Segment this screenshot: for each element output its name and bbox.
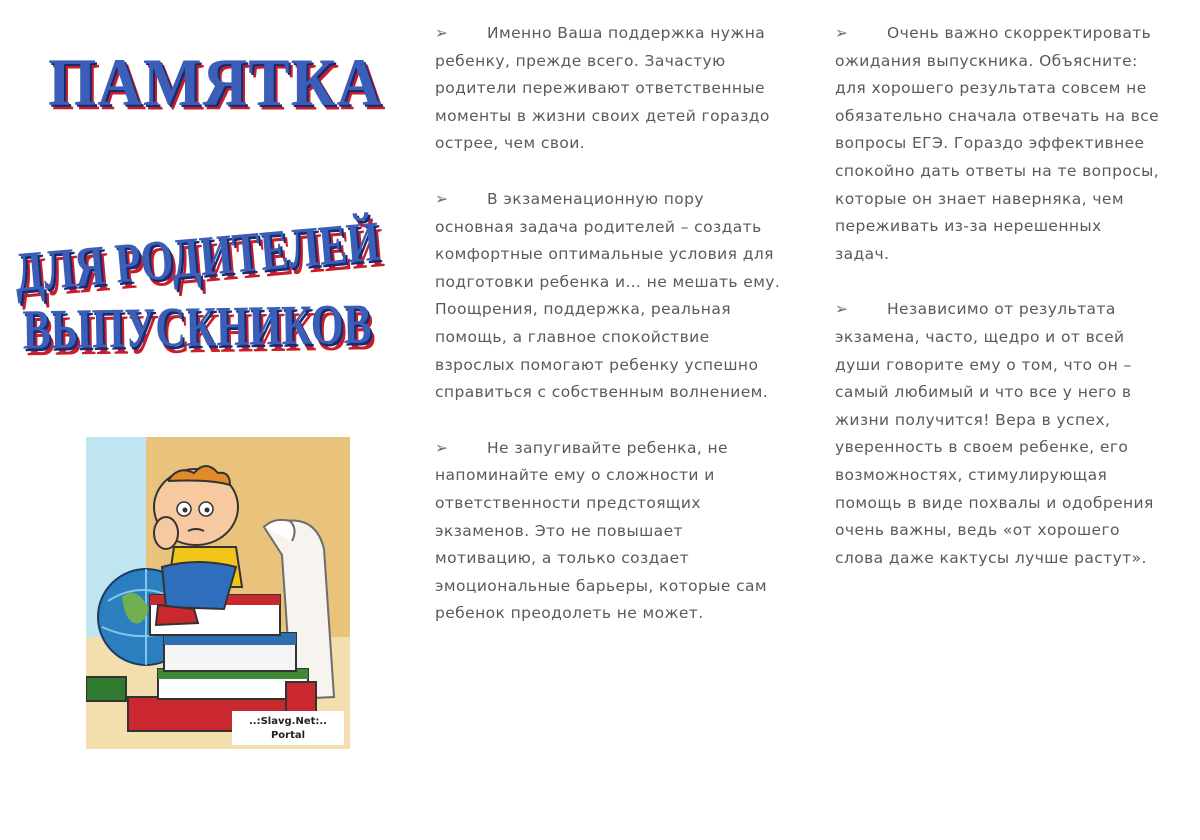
watermark-logo <box>232 711 344 745</box>
arrow-bullet-icon: ➢ <box>835 24 849 42</box>
watermark-text: ..:Slavg.Net:.. Portal <box>249 716 327 741</box>
arrow-bullet-icon: ➢ <box>435 189 449 208</box>
arrow-bullet-icon: ➢ <box>435 438 449 457</box>
paragraph: ➢ Именно Ваша поддержка нужна ребенку, прежде всего. Зачастую родители переживают ответственные моменты в жизни своих детей гораздо острее, чем свои. <box>435 20 785 158</box>
subtitle-line-1: ДЛЯ РОДИТЕЛЕЙ <box>11 211 383 305</box>
paragraph: ➢ В экзаменационную пору основная задача родителей – создать комфортные оптимальные условия для подготовки ребенка и… не мешать ему. Поощрения, поддержка, реальная помощь, а главное спокойствие взрослых помогают ребенку успешно справиться с собственным волнением. <box>435 186 785 407</box>
arrow-bullet-icon: ➢ <box>835 300 849 319</box>
paragraph: ➢ Очень важно скорректировать ожидания выпускника. Объясните: для хорошего результата совсем не обязательно сначала отвечать на все вопросы ЕГЭ. Гораздо эффективнее спокойно дать ответы на те вопросы, которые он знает наверняка, чем переживать из-за нерешенных задач. <box>835 20 1160 268</box>
paragraph: ➢ Независимо от результата экзамена, часто, щедро и от всей души говорите ему о том, что он – самый любимый и что все у него в жизни получится! Вера в успех, уверенность в своем ребенке, его возможностях, стимулирующая помощь в виде похвалы и одобрения очень важны, ведь «от хорошего слова даже кактусы лучше растут». <box>835 296 1160 572</box>
paragraph: ➢ Не запугивайте ребенка, не напоминайте ему о сложности и ответственности предстоящих экзаменов. Это не повышает мотивацию, а только создает эмоциональные барьеры, которые сам ребенок преодолеть не может. <box>435 435 785 628</box>
boy-on-books-illustration <box>86 437 350 749</box>
page-subtitle <box>11 211 383 363</box>
page-title: ПАМЯТКА <box>48 45 383 121</box>
text-column-1 <box>435 20 785 656</box>
text-column-2 <box>835 20 1160 600</box>
subtitle-line-2: ВЫПУСКНИКОВ <box>22 293 372 363</box>
arrow-bullet-icon: ➢ <box>435 24 449 42</box>
